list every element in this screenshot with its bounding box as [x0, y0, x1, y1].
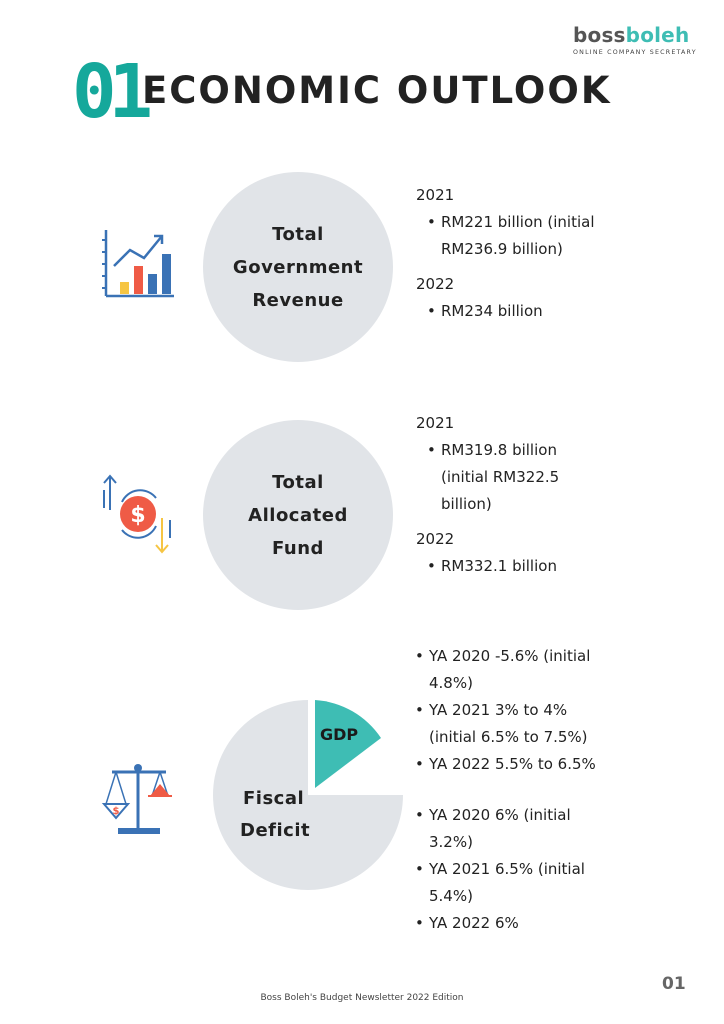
deficit-slice — [213, 700, 403, 890]
year-label: 2021 — [416, 414, 455, 432]
deficit-label: Deficit — [240, 820, 311, 841]
list-item: • RM319.8 billion (initial RM322.5 billion) — [416, 437, 586, 518]
page-number: 01 — [662, 974, 686, 994]
logo-wordmark — [573, 24, 693, 46]
deficit-details — [404, 802, 604, 937]
list-item: • RM221 billion (initial RM236.9 billion) — [416, 209, 616, 263]
list-item: • YA 2021 3% to 4% (initial 6.5% to 7.5%) — [404, 697, 614, 751]
circle-label-line: Total — [272, 223, 324, 245]
year-label: 2022 — [416, 275, 455, 293]
list-item: • YA 2022 5.5% to 6.5% — [404, 751, 614, 778]
revenue-details — [416, 182, 616, 325]
fiscal-deficit-pie — [213, 700, 403, 890]
footer-text: Boss Boleh's Budget Newsletter 2022 Edition — [260, 993, 464, 1003]
circle-label-line: Allocated — [248, 504, 348, 526]
list-item: • RM332.1 billion — [416, 553, 586, 580]
bullet-list — [416, 209, 616, 263]
svg-text:$: $ — [130, 503, 146, 528]
year-label: 2021 — [416, 186, 455, 204]
bullet-list — [404, 802, 604, 937]
circle-label-line: Total — [272, 471, 324, 493]
circle-label-line: Fund — [272, 537, 324, 559]
bullet-list — [416, 553, 586, 580]
year-label: 2022 — [416, 530, 455, 548]
bullet-list — [416, 298, 616, 325]
list-item: • RM234 billion — [416, 298, 616, 325]
page-title: ECONOMIC OUTLOOK — [142, 69, 612, 112]
fiscal-label: Fiscal — [243, 788, 305, 809]
section-number: 01 — [72, 49, 146, 135]
bullet-list — [404, 643, 614, 778]
allocated-fund-details — [416, 410, 586, 580]
bar-chart-growth-icon — [100, 226, 178, 302]
brand-logo — [573, 23, 697, 56]
allocated-fund-circle — [203, 420, 393, 610]
gdp-details — [404, 643, 614, 778]
list-item: • YA 2020 -5.6% (initial 4.8%) — [404, 643, 614, 697]
list-item: • YA 2021 6.5% (initial 5.4%) — [404, 856, 604, 910]
list-item: • YA 2022 6% — [404, 910, 604, 937]
logo-boss: boss — [573, 23, 626, 47]
logo-tagline: ONLINE COMPANY SECRETARY — [573, 49, 697, 56]
gdp-slice-label: GDP — [320, 725, 359, 744]
bullet-list — [416, 437, 586, 518]
svg-text:$: $ — [112, 806, 120, 817]
circle-label-line: Government — [232, 256, 364, 278]
logo-boleh: boleh — [625, 23, 690, 47]
revenue-circle — [203, 172, 393, 362]
balance-scale-icon — [100, 758, 178, 838]
circle-label-line: Revenue — [252, 289, 344, 311]
list-item: • YA 2020 6% (initial 3.2%) — [404, 802, 604, 856]
dollar-coin-arrows-icon — [100, 468, 178, 558]
gdp-slice — [315, 700, 381, 788]
